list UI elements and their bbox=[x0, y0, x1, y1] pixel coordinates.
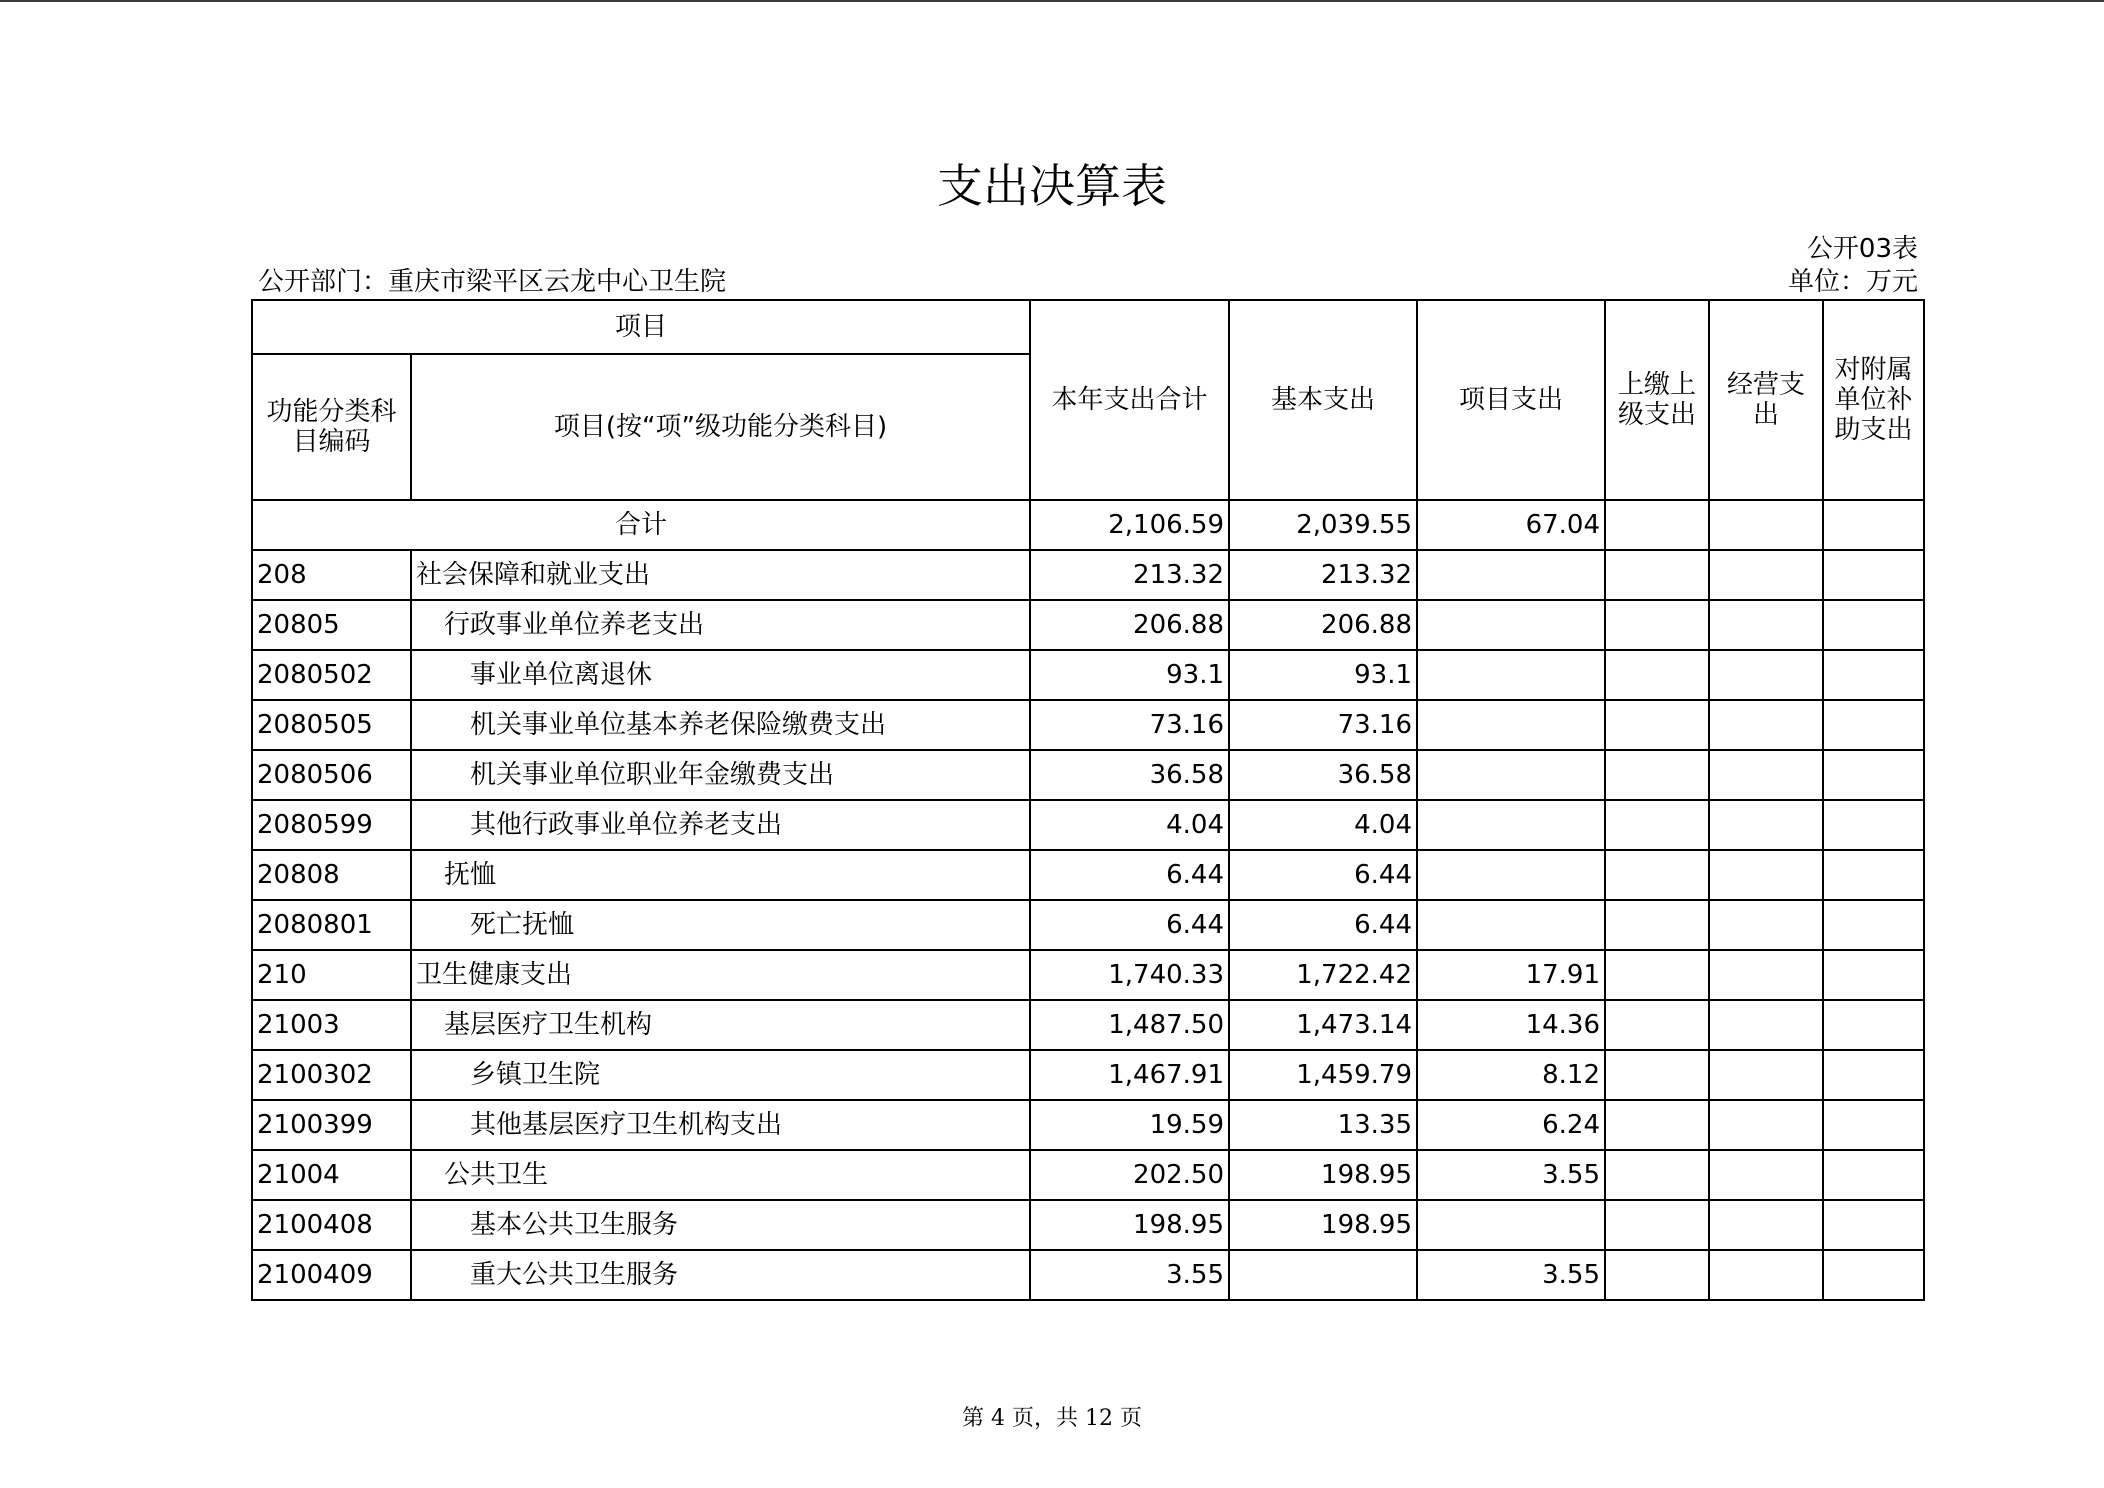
table-row bbox=[252, 600, 1924, 650]
table-row bbox=[252, 1100, 1924, 1150]
code-cell: 2100408 bbox=[252, 1200, 411, 1250]
header-project: 项目支出 bbox=[1417, 300, 1605, 500]
table-row bbox=[252, 700, 1924, 750]
subsidy-cell bbox=[1823, 650, 1924, 700]
code-cell: 2080506 bbox=[252, 750, 411, 800]
table-row bbox=[252, 1150, 1924, 1200]
code-cell: 20805 bbox=[252, 600, 411, 650]
unit-label: 单位：万元 bbox=[1787, 267, 1918, 297]
table-row bbox=[252, 750, 1924, 800]
code-cell: 2100302 bbox=[252, 1050, 411, 1100]
project-cell bbox=[1417, 750, 1605, 800]
project-cell bbox=[1417, 600, 1605, 650]
subsidy-cell bbox=[1823, 950, 1924, 1000]
total-cell: 198.95 bbox=[1030, 1200, 1229, 1250]
code-cell: 2100399 bbox=[252, 1100, 411, 1150]
business-cell bbox=[1709, 950, 1823, 1000]
upper-cell bbox=[1605, 750, 1709, 800]
upper-cell bbox=[1605, 800, 1709, 850]
page-footer: 第 4 页，共 12 页 bbox=[962, 1406, 1142, 1431]
name-cell: 行政事业单位养老支出 bbox=[411, 600, 1030, 650]
total-cell: 1,487.50 bbox=[1030, 1000, 1229, 1050]
total-cell: 6.44 bbox=[1030, 900, 1229, 950]
subsidy-cell bbox=[1823, 900, 1924, 950]
project-cell bbox=[1417, 1200, 1605, 1250]
upper-cell bbox=[1605, 650, 1709, 700]
name-cell: 公共卫生 bbox=[411, 1150, 1030, 1200]
total-cell: 202.50 bbox=[1030, 1150, 1229, 1200]
name-cell: 社会保障和就业支出 bbox=[411, 550, 1030, 600]
upper-cell bbox=[1605, 1250, 1709, 1300]
name-cell: 其他行政事业单位养老支出 bbox=[411, 800, 1030, 850]
basic-cell: 4.04 bbox=[1229, 800, 1417, 850]
total-cell: 206.88 bbox=[1030, 600, 1229, 650]
upper-cell bbox=[1605, 500, 1709, 550]
project-cell bbox=[1417, 700, 1605, 750]
upper-cell bbox=[1605, 850, 1709, 900]
department-label: 公开部门：重庆市梁平区云龙中心卫生院 bbox=[258, 267, 727, 297]
subsidy-cell bbox=[1823, 550, 1924, 600]
upper-cell bbox=[1605, 950, 1709, 1000]
business-cell bbox=[1709, 1200, 1823, 1250]
total-cell: 2,106.59 bbox=[1030, 500, 1229, 550]
basic-cell: 206.88 bbox=[1229, 600, 1417, 650]
table-row bbox=[252, 800, 1924, 850]
total-cell: 36.58 bbox=[1030, 750, 1229, 800]
expenditure-table bbox=[251, 299, 1925, 1301]
basic-cell: 1,459.79 bbox=[1229, 1050, 1417, 1100]
code-cell: 21004 bbox=[252, 1150, 411, 1200]
page-title: 支出决算表 bbox=[937, 159, 1167, 213]
code-cell: 2100409 bbox=[252, 1250, 411, 1300]
basic-cell: 198.95 bbox=[1229, 1200, 1417, 1250]
subsidy-cell bbox=[1823, 1050, 1924, 1100]
header-name: 项目(按“项”级功能分类科目) bbox=[411, 354, 1030, 500]
project-cell bbox=[1417, 900, 1605, 950]
table-row bbox=[252, 950, 1924, 1000]
project-cell bbox=[1417, 800, 1605, 850]
upper-cell bbox=[1605, 1000, 1709, 1050]
code-cell: 21003 bbox=[252, 1000, 411, 1050]
name-cell: 基本公共卫生服务 bbox=[411, 1200, 1030, 1250]
subsidy-cell bbox=[1823, 700, 1924, 750]
name-cell: 重大公共卫生服务 bbox=[411, 1250, 1030, 1300]
project-cell: 14.36 bbox=[1417, 1000, 1605, 1050]
business-cell bbox=[1709, 1000, 1823, 1050]
subsidy-cell bbox=[1823, 850, 1924, 900]
upper-cell bbox=[1605, 1050, 1709, 1100]
basic-cell: 93.1 bbox=[1229, 650, 1417, 700]
project-cell bbox=[1417, 550, 1605, 600]
total-cell: 6.44 bbox=[1030, 850, 1229, 900]
business-cell bbox=[1709, 500, 1823, 550]
business-cell bbox=[1709, 700, 1823, 750]
upper-cell bbox=[1605, 1200, 1709, 1250]
total-cell: 1,740.33 bbox=[1030, 950, 1229, 1000]
basic-cell: 6.44 bbox=[1229, 900, 1417, 950]
subsidy-cell bbox=[1823, 1000, 1924, 1050]
subsidy-cell bbox=[1823, 600, 1924, 650]
code-cell: 20808 bbox=[252, 850, 411, 900]
total-cell: 73.16 bbox=[1030, 700, 1229, 750]
basic-cell bbox=[1229, 1250, 1417, 1300]
upper-cell bbox=[1605, 1150, 1709, 1200]
business-cell bbox=[1709, 850, 1823, 900]
basic-cell: 198.95 bbox=[1229, 1150, 1417, 1200]
upper-cell bbox=[1605, 700, 1709, 750]
total-cell: 19.59 bbox=[1030, 1100, 1229, 1150]
subsidy-cell bbox=[1823, 800, 1924, 850]
code-cell: 2080505 bbox=[252, 700, 411, 750]
code-cell: 208 bbox=[252, 550, 411, 600]
upper-cell bbox=[1605, 550, 1709, 600]
header-total: 本年支出合计 bbox=[1030, 300, 1229, 500]
basic-cell: 1,722.42 bbox=[1229, 950, 1417, 1000]
basic-cell: 1,473.14 bbox=[1229, 1000, 1417, 1050]
project-cell: 3.55 bbox=[1417, 1150, 1605, 1200]
header-basic: 基本支出 bbox=[1229, 300, 1417, 500]
table-row bbox=[252, 850, 1924, 900]
name-cell: 事业单位离退休 bbox=[411, 650, 1030, 700]
business-cell bbox=[1709, 600, 1823, 650]
table-row bbox=[252, 1250, 1924, 1300]
project-cell: 8.12 bbox=[1417, 1050, 1605, 1100]
code-cell: 2080502 bbox=[252, 650, 411, 700]
business-cell bbox=[1709, 550, 1823, 600]
header-business: 经营支出 bbox=[1709, 300, 1823, 500]
business-cell bbox=[1709, 650, 1823, 700]
subsidy-cell bbox=[1823, 500, 1924, 550]
table-row bbox=[252, 1000, 1924, 1050]
name-cell: 卫生健康支出 bbox=[411, 950, 1030, 1000]
subsidy-cell bbox=[1823, 750, 1924, 800]
name-cell: 机关事业单位职业年金缴费支出 bbox=[411, 750, 1030, 800]
total-cell: 1,467.91 bbox=[1030, 1050, 1229, 1100]
business-cell bbox=[1709, 1150, 1823, 1200]
total-cell: 4.04 bbox=[1030, 800, 1229, 850]
basic-cell: 2,039.55 bbox=[1229, 500, 1417, 550]
name-cell: 死亡抚恤 bbox=[411, 900, 1030, 950]
upper-cell bbox=[1605, 1100, 1709, 1150]
business-cell bbox=[1709, 750, 1823, 800]
name-cell: 抚恤 bbox=[411, 850, 1030, 900]
upper-cell bbox=[1605, 900, 1709, 950]
business-cell bbox=[1709, 900, 1823, 950]
business-cell bbox=[1709, 1250, 1823, 1300]
basic-cell: 13.35 bbox=[1229, 1100, 1417, 1150]
subsidy-cell bbox=[1823, 1100, 1924, 1150]
subsidy-cell bbox=[1823, 1150, 1924, 1200]
name-cell: 基层医疗卫生机构 bbox=[411, 1000, 1030, 1050]
name-cell: 乡镇卫生院 bbox=[411, 1050, 1030, 1100]
business-cell bbox=[1709, 1050, 1823, 1100]
business-cell bbox=[1709, 1100, 1823, 1150]
name-cell: 机关事业单位基本养老保险缴费支出 bbox=[411, 700, 1030, 750]
header-subsidy: 对附属单位补助支出 bbox=[1823, 300, 1924, 500]
subsidy-cell bbox=[1823, 1250, 1924, 1300]
code-cell: 2080599 bbox=[252, 800, 411, 850]
code-cell: 210 bbox=[252, 950, 411, 1000]
table-row bbox=[252, 1050, 1924, 1100]
total-cell: 213.32 bbox=[1030, 550, 1229, 600]
basic-cell: 213.32 bbox=[1229, 550, 1417, 600]
basic-cell: 6.44 bbox=[1229, 850, 1417, 900]
code-cell: 2080801 bbox=[252, 900, 411, 950]
project-cell bbox=[1417, 650, 1605, 700]
table-row bbox=[252, 900, 1924, 950]
project-cell: 3.55 bbox=[1417, 1250, 1605, 1300]
header-upper: 上缴上级支出 bbox=[1605, 300, 1709, 500]
form-number: 公开03表 bbox=[1806, 234, 1918, 264]
subsidy-cell bbox=[1823, 1200, 1924, 1250]
basic-cell: 36.58 bbox=[1229, 750, 1417, 800]
project-cell: 67.04 bbox=[1417, 500, 1605, 550]
table-row bbox=[252, 550, 1924, 600]
total-cell: 3.55 bbox=[1030, 1250, 1229, 1300]
project-cell: 6.24 bbox=[1417, 1100, 1605, 1150]
business-cell bbox=[1709, 800, 1823, 850]
total-cell: 93.1 bbox=[1030, 650, 1229, 700]
table-row bbox=[252, 1200, 1924, 1250]
total-label: 合计 bbox=[252, 500, 1030, 550]
total-row bbox=[252, 500, 1924, 550]
table-row bbox=[252, 650, 1924, 700]
project-cell: 17.91 bbox=[1417, 950, 1605, 1000]
top-border-line bbox=[0, 0, 2104, 2]
header-item-group: 项目 bbox=[252, 300, 1030, 354]
header-code: 功能分类科目编码 bbox=[252, 354, 411, 500]
basic-cell: 73.16 bbox=[1229, 700, 1417, 750]
name-cell: 其他基层医疗卫生机构支出 bbox=[411, 1100, 1030, 1150]
project-cell bbox=[1417, 850, 1605, 900]
upper-cell bbox=[1605, 600, 1709, 650]
